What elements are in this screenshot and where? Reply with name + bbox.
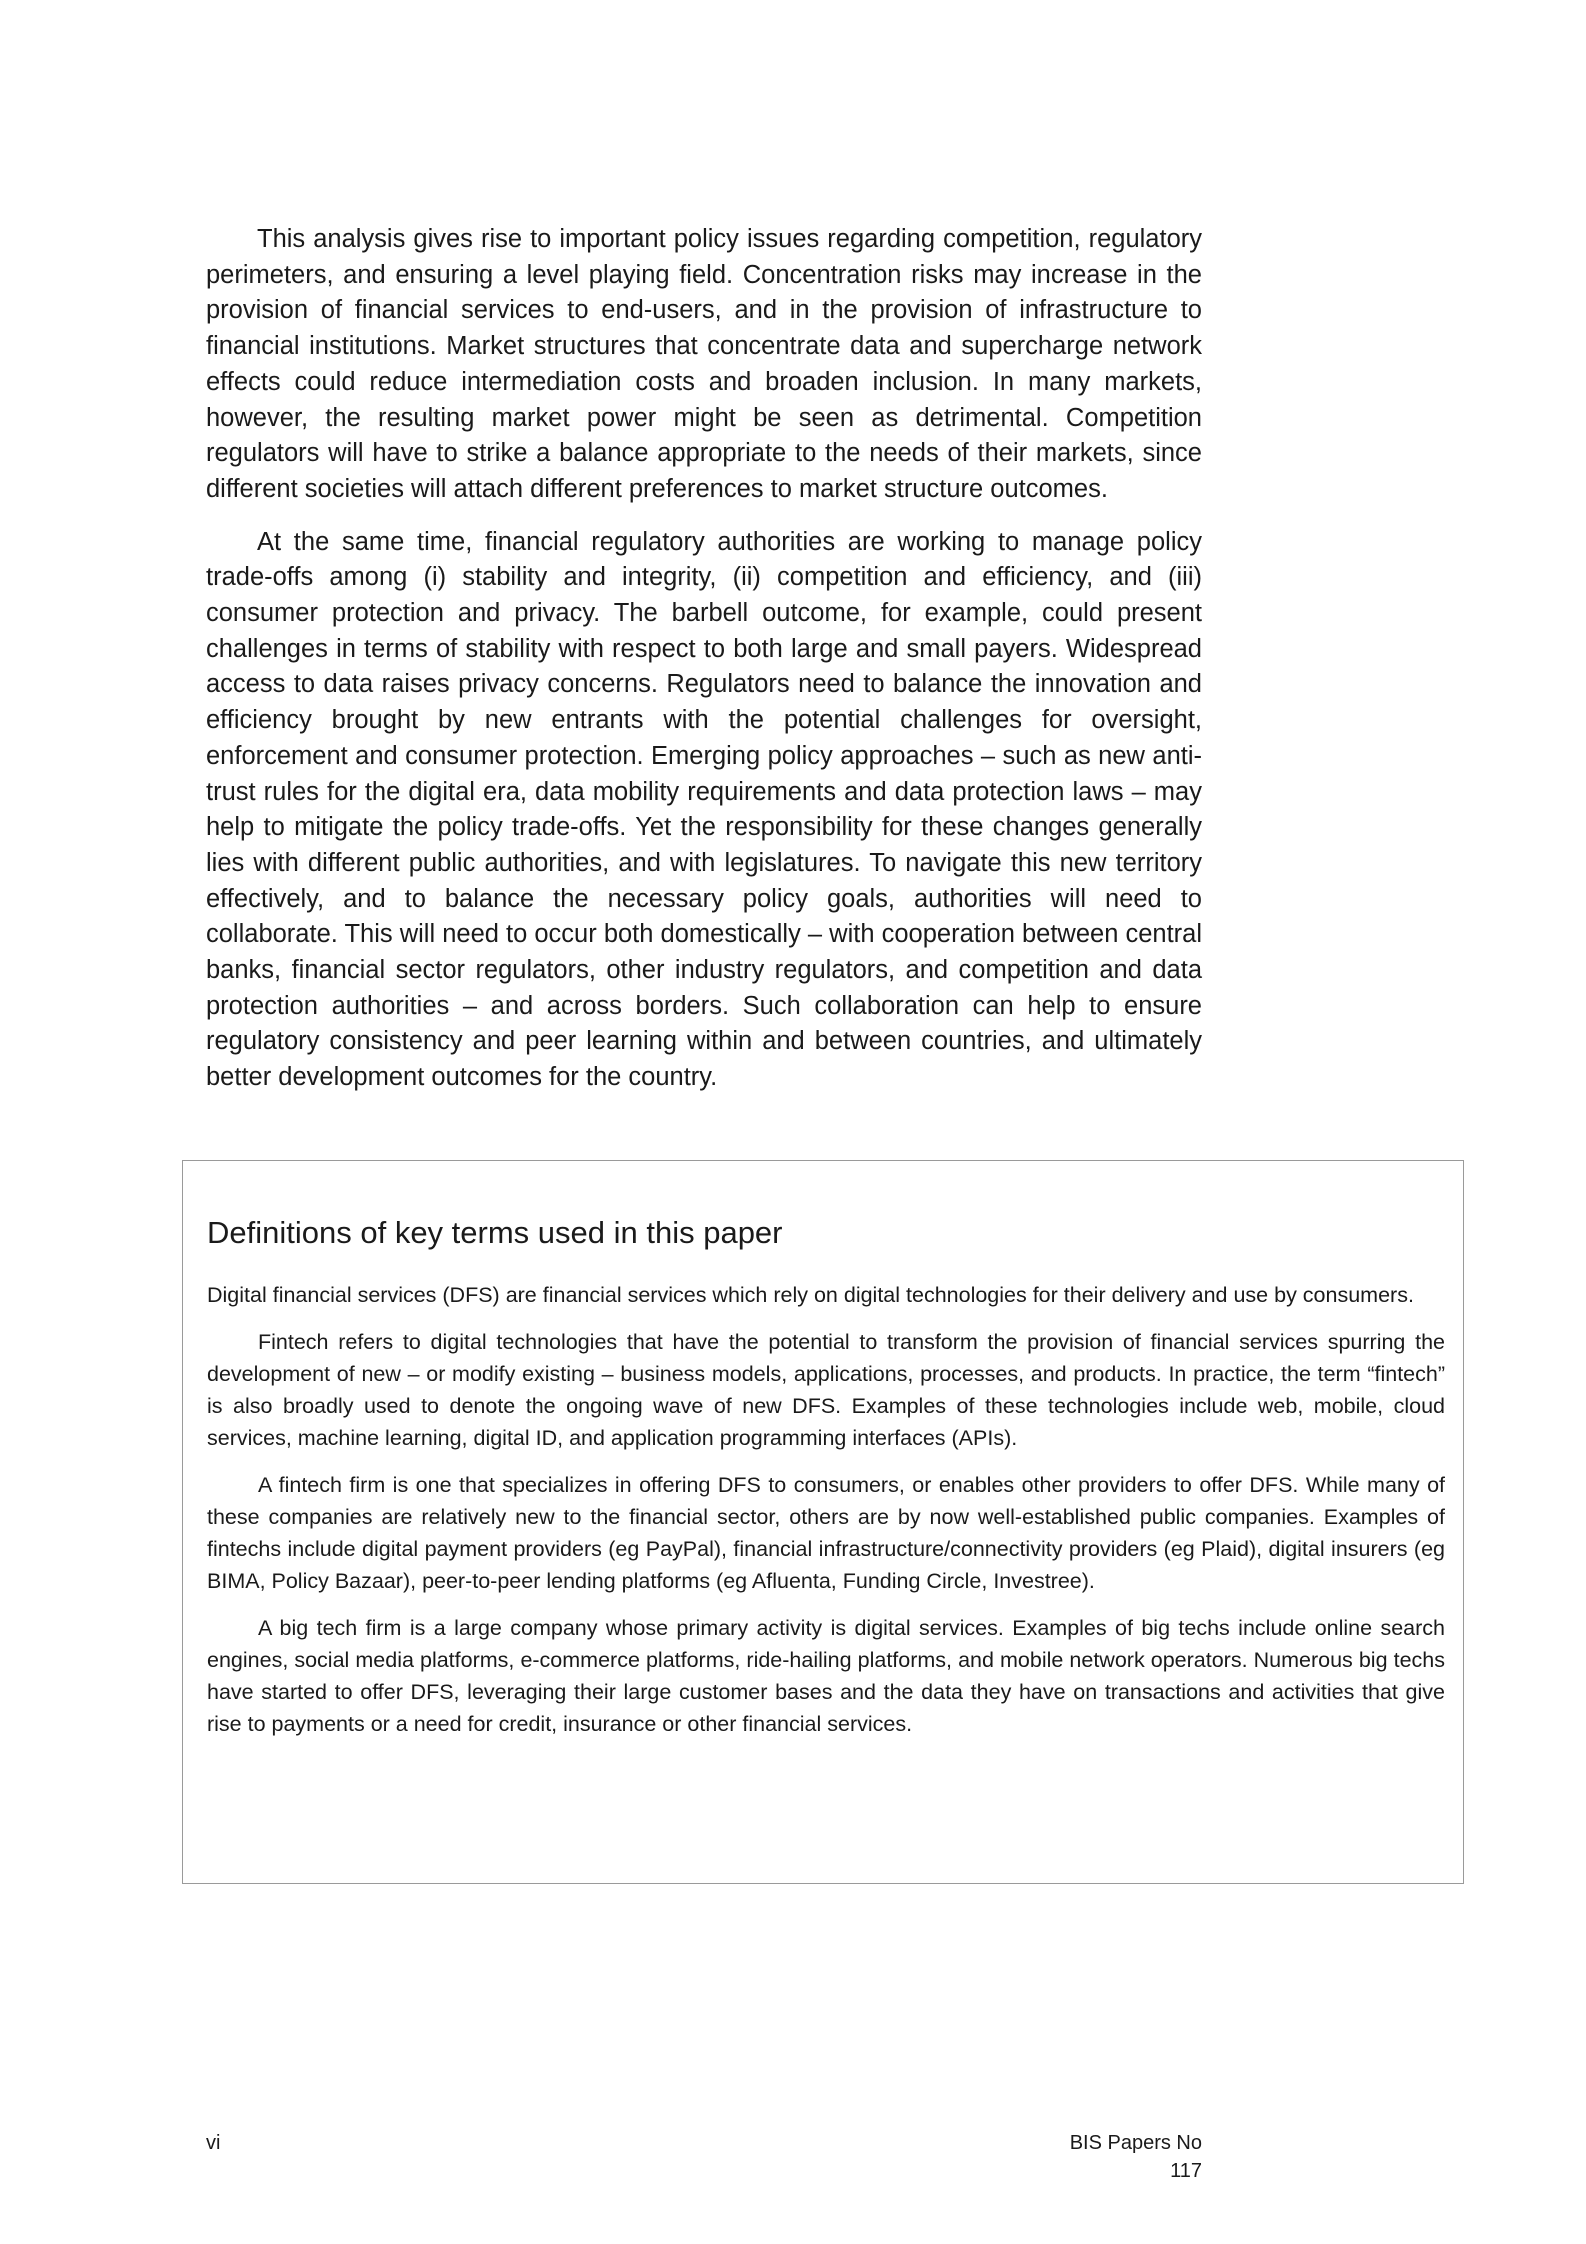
page-number: vi: [206, 2132, 221, 2154]
definitions-title: Definitions of key terms used in this paper: [207, 1215, 783, 1250]
definition-fintech-firm: A fintech firm is one that specializes in offering DFS to consumers, or enables other providers to offer DFS. While many of these companies are relatively new to the financial sector, others are by now well-established public companies. Examples of fintechs include digital payment providers (eg PayPal), financial infrastructure/connectivity providers (eg Plaid), digital insurers (eg BIMA, Policy Bazaar), peer-to-peer lending platforms (eg Afluenta, Funding Circle, Investree).: [207, 1473, 1445, 1593]
definition-big-tech-firm: A big tech firm is a large company whose primary activity is digital services. Examples of big techs include online search engines, social media platforms, e-commerce platforms, ride-hailing platforms, and mobile network operators. Numerous big techs have started to offer DFS, leveraging their large customer bases and the data they have on transactions and activities that give rise to payments or a need for credit, insurance or other financial services.: [207, 1616, 1445, 1736]
body-text: [206, 222, 1202, 1113]
definition-dfs: Digital financial services (DFS) are financial services which rely on digital technologies for their delivery and use by consumers.: [207, 1283, 1414, 1307]
definition-fintech: Fintech refers to digital technologies that have the potential to transform the provision of financial services spurring the development of new – or modify existing – business models, applications, processes, and products. In practice, the term “fintech” is also broadly used to denote the ongoing wave of new DFS. Examples of these technologies include web, mobile, cloud services, machine learning, digital ID, and application programming interfaces (APIs).: [207, 1330, 1445, 1450]
publication-footer: BIS Papers No 117: [1069, 2132, 1202, 2182]
body-paragraph-policy-issues: This analysis gives rise to important policy issues regarding competition, regulatory perimeters, and ensuring a level playing field. Concentration risks may increase in the provision of financial services to end-users, and in the provision of infrastructure to financial institutions. Market structures that concentrate data and supercharge network effects could reduce intermediation costs and broaden inclusion. In many markets, however, the resulting market power might be seen as detrimental. Competition regulators will have to strike a balance appropriate to the needs of their markets, since different societies will attach different preferences to market structure outcomes.: [206, 225, 1202, 503]
definitions-content: [207, 1213, 1445, 1755]
body-paragraph-regulatory-tradeoffs: At the same time, financial regulatory authorities are working to manage policy trade-offs among (i) stability and integrity, (ii) competition and efficiency, and (iii) consumer protection and privacy. The barbell outcome, for example, could present challenges in terms of stability with respect to both large and small payers. Widespread access to data raises privacy concerns. Regulators need to balance the innovation and efficiency brought by new entrants with the potential challenges for oversight, enforcement and consumer protection. Emerging policy approaches – such as new anti-trust rules for the digital era, data mobility requirements and data protection laws – may help to mitigate the policy trade-offs. Yet the responsibility for these changes generally lies with different public authorities, and with legislatures. To navigate this new territory effectively, and to balance the necessary policy goals, authorities will need to collaborate. This will need to occur both domestically – with cooperation between central banks, financial sector regulators, other industry regulators, and competition and data protection authorities – and across borders. Such collaboration can help to ensure regulatory consistency and peer learning within and between countries, and ultimately better development outcomes for the country.: [206, 527, 1202, 1092]
definitions-box: [182, 1160, 1464, 1884]
